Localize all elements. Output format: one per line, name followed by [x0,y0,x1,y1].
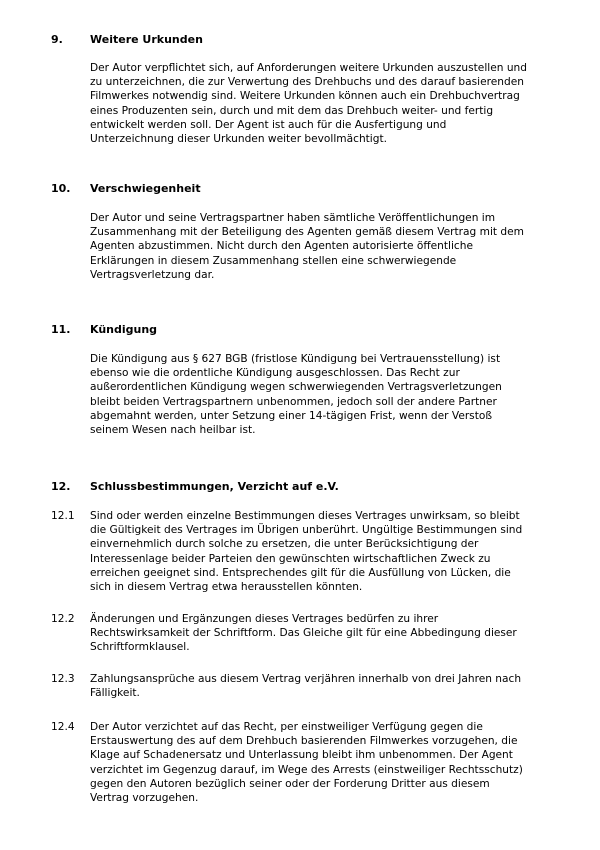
section-heading [0,479,600,495]
subsection-number: 12.3 [51,673,75,685]
subsection-paragraph: Zahlungsansprüche aus diesem Vertrag verjähren innerhalb von drei Jahren nach Fälligkeit. [90,673,522,700]
section-heading [0,322,600,338]
section-title: Weitere Urkunden [90,33,203,46]
section-number: 11. [51,323,71,336]
subsection-number: 12.2 [51,613,75,625]
subsection-number: 12.1 [51,510,75,522]
subsection-paragraph: Sind oder werden einzelne Bestimmungen dieses Vertrages unwirksam, so bleibt die Gültigkeit des Vertrages im Übrigen unberührt. Ungültige Bestimmungen sind einvernehmlich durch solche zu ersetzen, die unter Berücksichtigung der Interessenlage beider Parteien den gewünschten wirtschaftlichen Zweck zu erreichen geeignet sind. Entsprechendes gilt für die Ausfüllung von Lücken, die sich in diesem Vertrag etwa herausstellen könnten. [90,510,523,594]
section-heading [0,181,600,197]
section-paragraph: Der Autor und seine Vertragspartner haben sämtliche Veröffentlichungen im Zusammenhang mit der Beteiligung des Agenten gemäß diesem Vertrag mit dem Agenten abzustimmen. Nicht durch den Agenten autorisierte öffentliche Erklärungen in diesem Zusammenhang stellen eine schwerwiegende Vertragsverletzung dar. [90,212,524,281]
subsection-number: 12.4 [51,721,75,733]
section-title: Kündigung [90,323,158,336]
section-title: Schlussbestimmungen, Verzicht auf e.V. [90,480,339,493]
section-paragraph: Der Autor verpflichtet sich, auf Anforderungen weitere Urkunden auszustellen und zu unterzeichnen, die zur Verwertung des Drehbuchs und des darauf basierenden Filmwerkes notwendig sind. Weitere Urkunden können auch ein Drehbuchvertrag eines Produzenten sein, durch und mit dem das Drehbuch weiter- und fertig entwickelt werden soll. Der Agent ist auch für die Ausfertigung und Unterzeichnung dieser Urkunden weiter bevollmächtigt. [90,62,527,146]
section-number: 10. [51,182,71,195]
section-title: Verschwiegenheit [90,182,201,195]
section-paragraph: Die Kündigung aus § 627 BGB (fristlose Kündigung bei Vertrauensstellung) ist ebenso wie die ordentliche Kündigung ausgeschlossen. Das Recht zur außerordentlichen Kündigung wegen schwerwiegenden Vertragsverletzungen bleibt beiden Vertragspartnern unbenommen, jedoch soll der andere Partner abgemahnt werden, unter Setzung einer 14-tägigen Frist, wenn der Verstoß seinem Wesen nach heilbar ist. [90,353,502,437]
subsection-paragraph: Änderungen und Ergänzungen dieses Vertrages bedürfen zu ihrer Rechtswirksamkeit der Schriftform. Das Gleiche gilt für eine Abbedingung dieser Schriftformklausel. [90,613,517,654]
section-heading [0,32,600,48]
section-number: 12. [51,480,71,493]
section-number: 9. [51,33,63,46]
subsection-paragraph: Der Autor verzichtet auf das Recht, per einstweiliger Verfügung gegen die Erstauswertung des auf dem Drehbuch basierenden Filmwerkes vorzugehen, die Klage auf Schadenersatz und Unterlassung bleibt ihm unbenommen. Der Agent verzichtet im Gegenzug darauf, im Wege des Arrests (einstweiliger Rechtsschutz) gegen den Autoren bezüglich seiner oder der Forderung Dritter aus diesem Vertrag vorzugehen. [90,721,523,805]
